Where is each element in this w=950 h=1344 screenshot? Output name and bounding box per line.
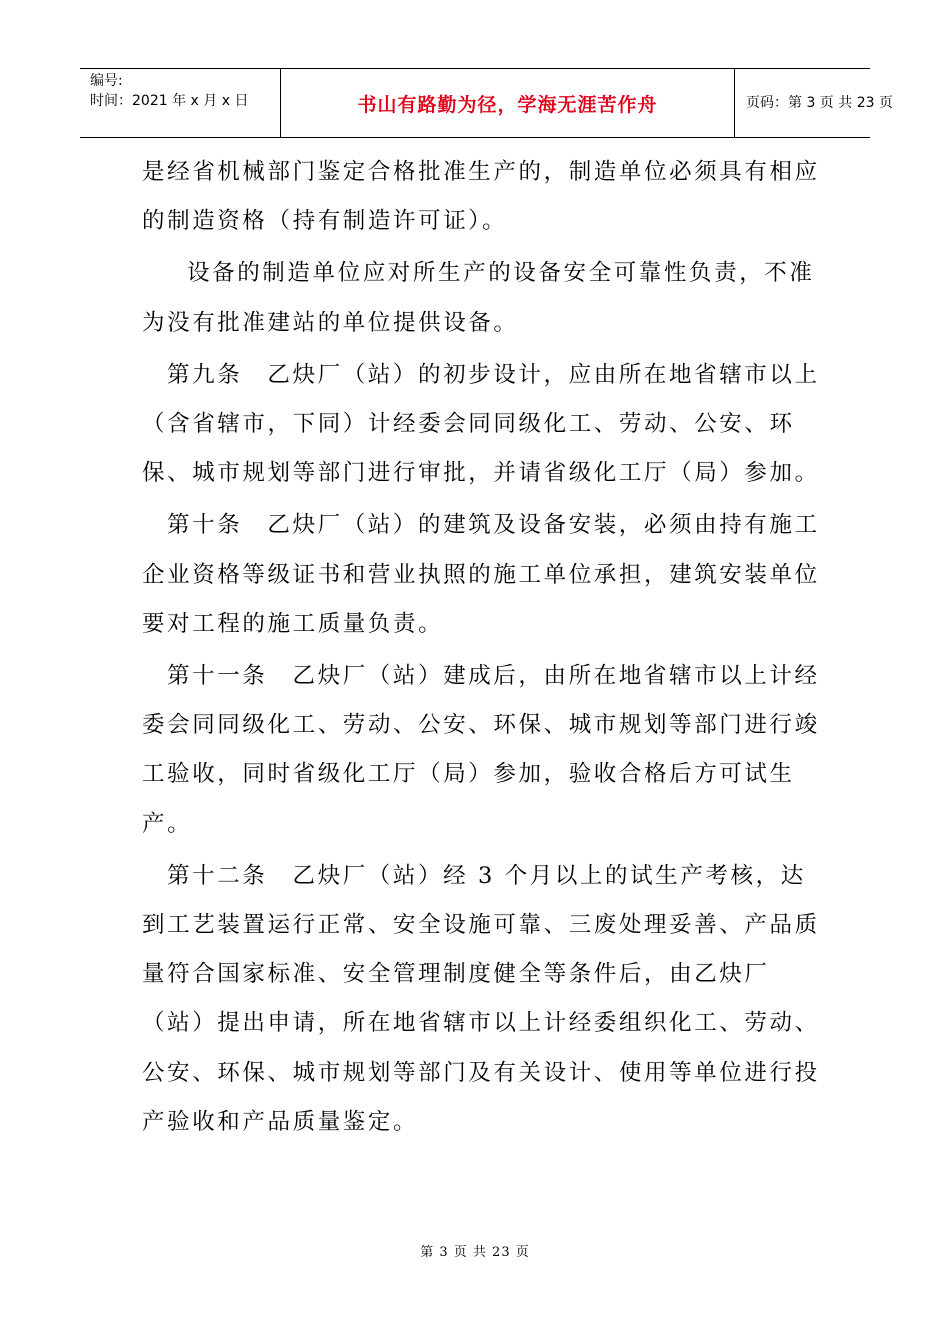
article-10-paragraph: 第十条 乙炔厂（站）的建筑及设备安装，必须由持有施工企业资格等级证书和营业执照的施工单位承担，建筑安装单位要对工程的施工质量负责。 [142,512,820,637]
page-header [80,68,893,138]
header-meta-cell [80,69,280,137]
header-motto-cell [280,69,735,137]
document-body [142,148,822,1147]
document-time-label: 时间：2021 年 x 月 x 日 [90,93,249,109]
body-paragraph-2: 设备的制造单位应对所生产的设备安全可靠性负责，不准为没有批准建站的单位提供设备。 [142,260,815,336]
article-11-paragraph: 第十一条 乙炔厂（站）建成后，由所在地省辖市以上计经委会同同级化工、劳动、公安、环保、城市规划等部门进行竣工验收，同时省级化工厅（局）参加，验收合格后方可试生产。 [142,663,820,837]
header-page-cell [734,69,893,137]
header-page-number: 页码：第 3 页 共 23 页 [746,95,893,111]
article-12-paragraph: 第十二条 乙炔厂（站）经 3 个月以上的试生产考核，达到工艺装置运行正常、安全设施可靠、三废处理妥善、产品质量符合国家标准、安全管理制度健全等条件后，由乙炔厂（站）提出申请，所在地省辖市以上计经委组织化工、劳动、公安、环保、城市规划等部门及有关设计、使用等单位进行投产验收和产品质量鉴定。 [142,862,820,1135]
document-number-label: 编号: [90,73,123,89]
page-footer: 第 3 页 共 23 页 [420,1245,530,1260]
body-paragraph-1: 是经省机械部门鉴定合格批准生产的，制造单位必须具有相应的制造资格（持有制造许可证）。 [142,159,820,235]
article-9-paragraph: 第九条 乙炔厂（站）的初步设计，应由所在地省辖市以上（含省辖市，下同）计经委会同同级化工、劳动、公安、环保、城市规划等部门进行审批，并请省级化工厅（局）参加。 [142,361,820,487]
header-motto: 书山有路勤为径，学海无涯苦作舟 [357,94,658,116]
